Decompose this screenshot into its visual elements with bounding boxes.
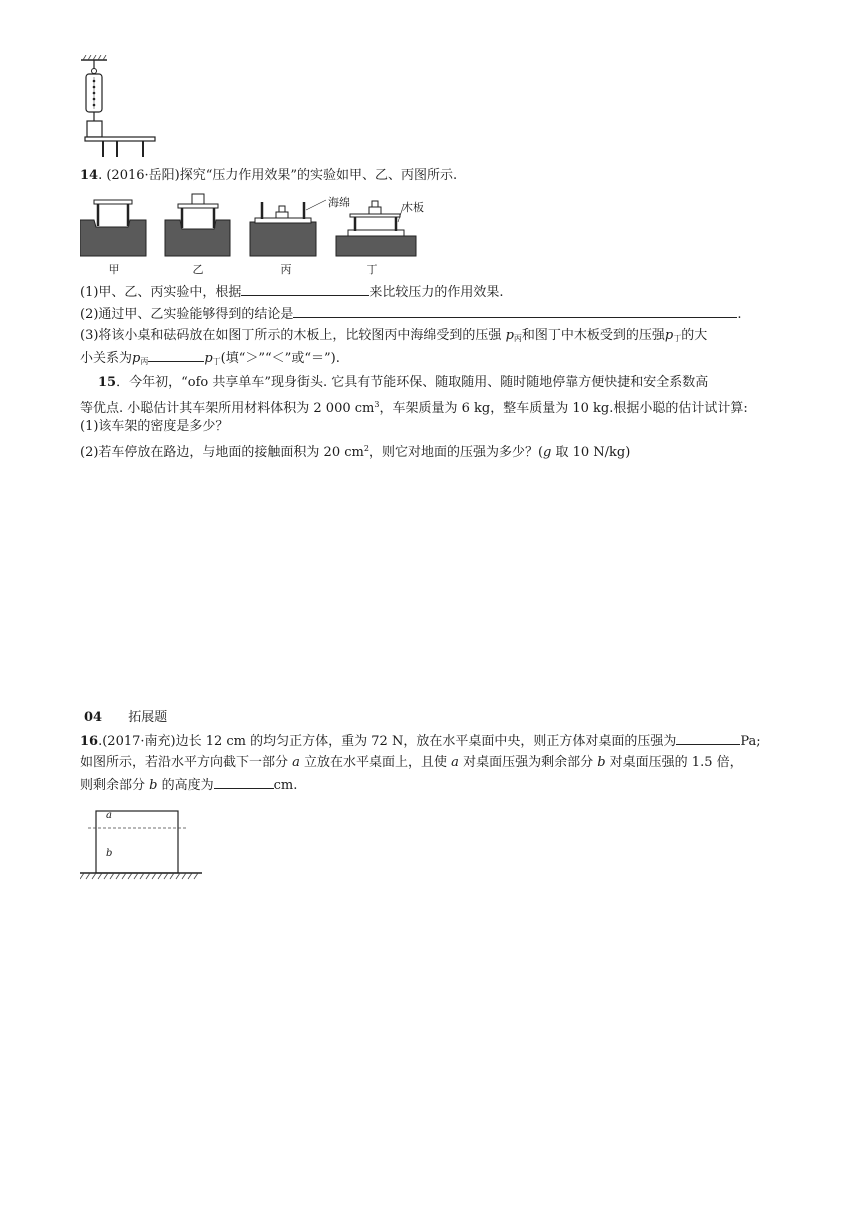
cube-label-a: a — [106, 810, 112, 821]
q16-number: 16 — [80, 734, 99, 749]
q14-number: 14 — [80, 168, 99, 183]
q14-blank-1[interactable] — [241, 283, 369, 296]
q16-blank-2[interactable] — [214, 776, 274, 789]
q16-line2: 如图所示，若沿水平方向截下一部分 a 立放在水平桌面上，且使 a 对桌面压强为剩余部分 b 对桌面压强的 1.5 倍， — [80, 755, 743, 770]
q16-blank-1[interactable] — [676, 732, 740, 745]
q15-line2: 等优点. 小聪估计其车架所用材料体积为 2 000 $cm^3$，车架质量为 6 kg，整车质量为 10 kg.根据小聪的估计试计算: — [80, 400, 748, 416]
cube-label-b: b — [106, 848, 113, 859]
q14-part2: (2)通过甲、乙实验能够得到的结论是 . — [80, 307, 742, 322]
q14-blank-2[interactable] — [293, 305, 737, 318]
q14-stem-text: 探究“压力作用效果”的实验如甲、乙、丙图所示. — [179, 168, 458, 183]
section-heading — [84, 709, 167, 727]
q14-part1: (1)甲、乙、丙实验中，根据 来比较压力的作用效果. — [80, 285, 504, 300]
q15-line1: 15．今年初，“ofo 共享单车”现身街头. 它具有节能环保、随取随用、随时随地停靠方便快捷和安全系数高 — [98, 375, 709, 390]
cube-figure — [80, 805, 205, 885]
board-label: 木板 — [402, 201, 424, 214]
q14-part3-line1: (3)将该小桌和砝码放在如图丁所示的木板上，比较图丙中海绵受到的压强 $p_丙$和图丁中木板受到的压强$p_丁$的大 — [80, 328, 708, 343]
figure-label-ding: 丁 — [366, 263, 378, 276]
figure-label-jia: 甲 — [108, 263, 120, 276]
q16-line1: 16.(2017·南充)边长 12 cm 的均匀正方体，重为 72 N，放在水平桌面中央，则正方体对桌面的压强为 Pa; — [80, 734, 761, 749]
sponge-label: 海绵 — [328, 196, 350, 209]
section-number: 04 — [84, 710, 103, 725]
q15-part2: (2)若车停放在路边，与地面的接触面积为 20 $cm^2$，则它对地面的压强为多少？(g 取 10 N/kg) — [80, 444, 631, 460]
section-title: 拓展题 — [128, 710, 168, 725]
figure-label-yi: 乙 — [192, 263, 204, 276]
q15-part1: (1)该车架的密度是多少？ — [80, 419, 229, 434]
q14-source: (2016·岳阳) — [106, 168, 180, 183]
q16-line3: 则剩余部分 b 的高度为 cm. — [80, 778, 298, 793]
figure-jia — [80, 200, 146, 256]
figure-label-bing: 丙 — [280, 263, 292, 276]
q14-part3-line2: 小关系为$p_丙$ $p_丁$(填“＞”“＜”或“＝”). — [80, 351, 340, 366]
q14-blank-3[interactable] — [148, 349, 204, 362]
figure-bing — [250, 200, 326, 256]
q15-number: 15 — [98, 375, 117, 390]
q14-stem: 14. (2016·岳阳)探究“压力作用效果”的实验如甲、乙、丙图所示. — [80, 168, 458, 183]
figure-yi — [165, 194, 230, 256]
spring-scale-figure — [75, 55, 165, 160]
